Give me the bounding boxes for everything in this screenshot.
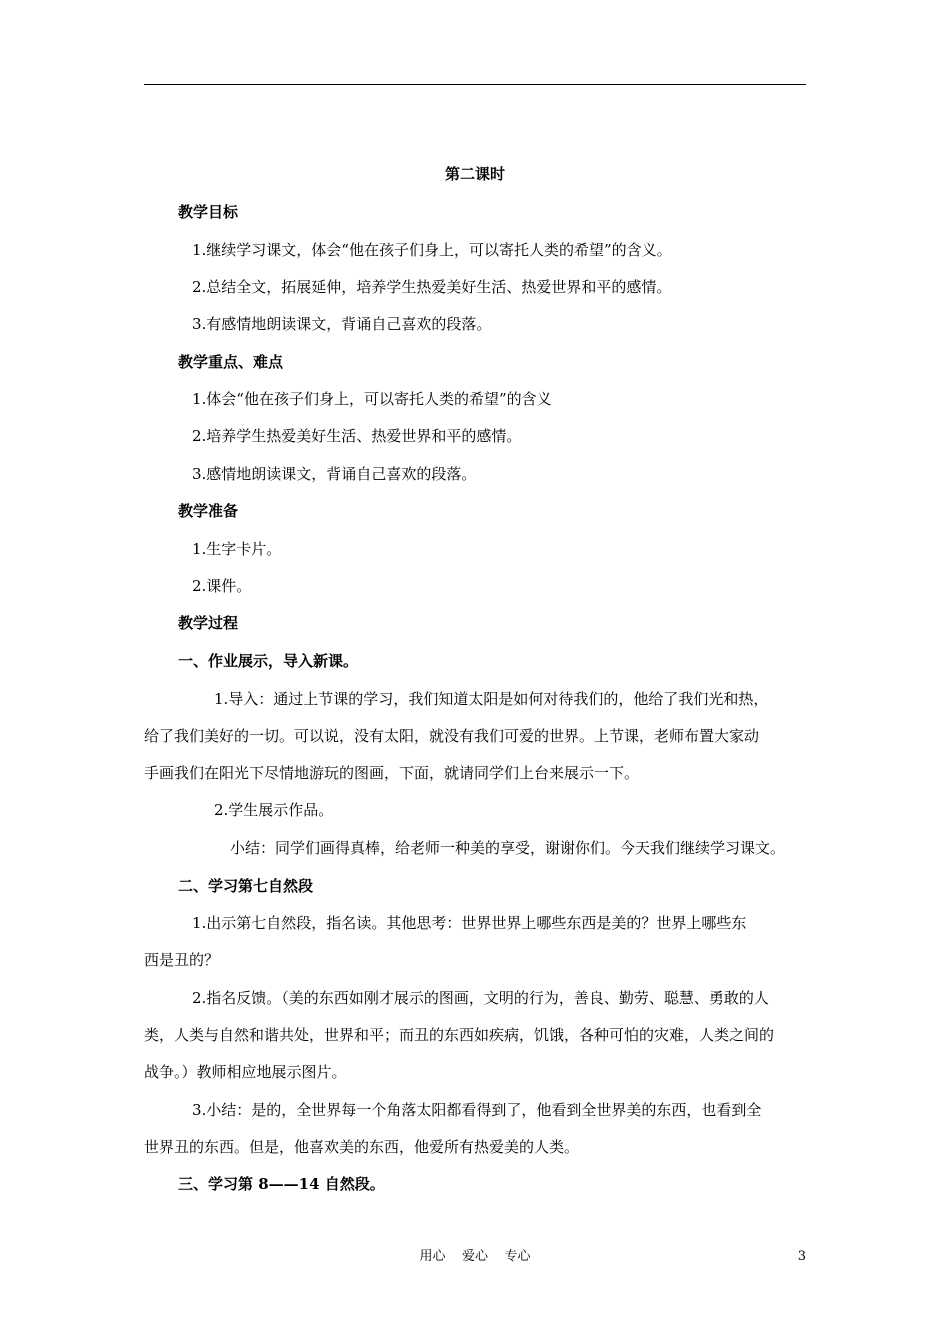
prep-item-1: 1.生字卡片。	[192, 540, 282, 558]
goals-heading: 教学目标	[178, 203, 239, 221]
page-title: 第二课时	[444, 165, 505, 183]
section1-p1-line2: 给了我们美好的一切。可以说，没有太阳，就没有我们可爱的世界。上节课，老师布置大家动	[144, 727, 760, 745]
section2-p3-line1: 3.小结：是的，全世界每一个角落太阳都看得到了，他看到全世界美的东西，也看到全	[192, 1101, 762, 1119]
section2-p2-line3: 战争。）教师相应地展示图片。	[144, 1063, 347, 1081]
section1-p2: 2.学生展示作品。	[214, 801, 334, 819]
section2-p3-line2: 世界丑的东西。但是，他喜欢美的东西，他爱所有热爱美的人类。	[144, 1138, 580, 1156]
page-number: 3	[797, 1249, 806, 1264]
process-heading: 教学过程	[178, 614, 239, 632]
section1-p1-line1: 1.导入：通过上节课的学习，我们知道太阳是如何对待我们的，他给了我们光和热，	[214, 690, 769, 708]
section1-heading: 一、作业展示，导入新课。	[178, 652, 359, 670]
goal-item-3: 3.有感情地朗读课文，背诵自己喜欢的段落。	[192, 315, 492, 333]
section1-p3: 小结：同学们画得真棒，给老师一种美的享受，谢谢你们。今天我们继续学习课文。	[230, 839, 786, 857]
header-rule	[144, 84, 806, 85]
key-point-item-3: 3.感情地朗读课文，背诵自己喜欢的段落。	[192, 465, 477, 483]
key-point-item-2: 2.培养学生热爱美好生活、热爱世界和平的感情。	[192, 427, 522, 445]
section2-p2-line1: 2.指名反馈。（美的东西如刚才展示的图画，文明的行为，善良、勤劳、聪慧、勇敢的人	[192, 989, 769, 1007]
prep-heading: 教学准备	[178, 502, 239, 520]
key-points-heading: 教学重点、难点	[178, 353, 284, 371]
section2-p2-line2: 类，人类与自然和谐共处，世界和平；而丑的东西如疾病，饥饿，各种可怕的灾难，人类之间的	[144, 1026, 775, 1044]
section2-heading: 二、学习第七自然段	[178, 877, 314, 895]
section1-p1-line3: 手画我们在阳光下尽情地游玩的图画，下面，就请同学们上台来展示一下。	[144, 764, 640, 782]
goal-item-2: 2.总结全文，拓展延伸，培养学生热爱美好生活、热爱世界和平的感情。	[192, 278, 672, 296]
section2-p1-line1: 1.出示第七自然段，指名读。其他思考：世界世界上哪些东西是美的？世界上哪些东	[192, 914, 747, 932]
prep-item-2: 2.课件。	[192, 577, 252, 595]
goal-item-1: 1.继续学习课文，体会“他在孩子们身上，可以寄托人类的希望”的含义。	[192, 241, 672, 259]
footer-motto: 用心 爱心 专心	[419, 1249, 531, 1264]
section3-heading: 三、学习第 8——14 自然段。	[178, 1175, 385, 1193]
key-point-item-1: 1.体会“他在孩子们身上，可以寄托人类的希望”的含义	[192, 390, 552, 408]
section2-p1-line2: 西是丑的？	[144, 951, 220, 969]
